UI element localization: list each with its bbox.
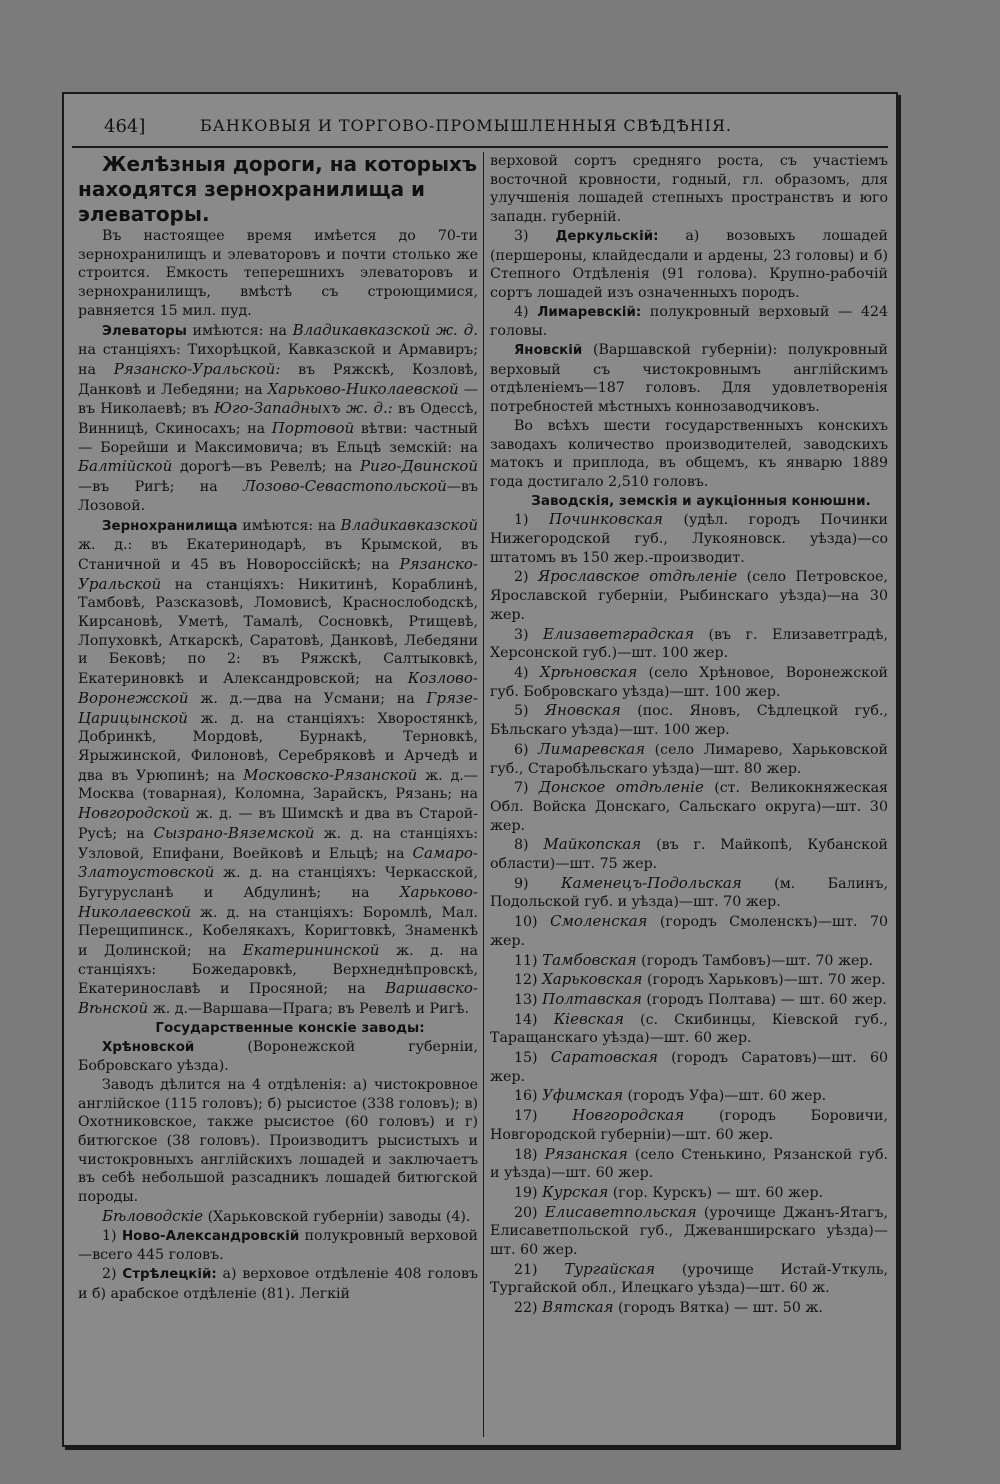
stable-item: 12) Харьковская (городъ Харьковъ)—шт. 70 жер. [514, 970, 886, 989]
stables-list [490, 510, 888, 1318]
header-rule [72, 146, 888, 148]
stable-item: 19) Курская (гор. Курскъ) — шт. 60 жер. [514, 1182, 824, 1201]
summary-paragraph: Во всѣхъ шести государственныхъ конскихъ заводахъ количество производителей, заводскихъ матокъ и приплода, въ общемъ, къ январю 1889 года достигало 2,510 головъ. [490, 417, 888, 490]
khrenovskoi-description: Заводъ дѣлится на 4 отдѣленiя: а) чистокровное англiйское (115 головъ); б) рысистое (338 головъ); в) Охотниковское, также рысистое (60 головъ) и г) битюгское (38 головъ). Производитъ рысистыхъ и чистокровныхъ англiйскихъ лошадей и заключаетъ въ себѣ небольшой разсадникъ лошадей битюгской породы. [78, 1076, 478, 1206]
khrenovskoi-paragraph: Хрѣновской (Воронежской губернiи, Бобровскаго уѣзда). [78, 1038, 478, 1075]
yanovsky-paragraph: Яновскiй (Варшавской губернiи): полукровный верховый съ чистокровнымъ англiйскимъ отдѣленiемъ—187 головъ. Для удовлетворенiя потребностей мѣстныхъ коннозаводчиковъ. [490, 342, 888, 416]
stable-item: 2) Ярославское отдѣленiе (село Петровское, Ярославской губернiи, Рыбинскаго уѣзда)—на 30 жер. [490, 567, 888, 623]
page-header [64, 94, 896, 152]
stable-item: 10) Смоленская (городъ Смоленскъ)—шт. 70 жер. [490, 912, 888, 949]
stable-item: 5) Яновская (пос. Яновъ, Сѣдлецкой губ., Бѣльскаго уѣзда)—шт. 100 жер. [490, 701, 888, 739]
left-column [78, 152, 478, 1303]
stable-item: 9) Каменецъ-Подольская (м. Балинъ, Подольской губ. и уѣзда)—шт. 70 жер. [490, 873, 888, 911]
stables-heading: Заводскiя, земскiя и аукцiонныя конюшни. [531, 492, 871, 509]
stable-item: 14) Кiевская (с. Скибинцы, Кiевской губ., Таращанскаго уѣзда)—шт. 60 жер. [490, 1009, 888, 1047]
right-column [490, 152, 888, 1318]
stable-item: 4) Хрѣновская (село Хрѣновое, Воронежской губ. Бобровскаго уѣзда)—шт. 100 жер. [490, 662, 889, 700]
belovodskie-item-2: 2) Стрѣлецкiй: а) верховое отдѣленiе 408 головъ и б) арабское отдѣленiе (81). Легкiй [78, 1265, 478, 1302]
stable-item: 20) Елисаветпольская (урочище Джанъ-Ятагъ, Елисаветпольской губ., Джеванширскаго уѣзда)—шт. 60 жер. [490, 1202, 888, 1259]
book-page [62, 92, 898, 1447]
belovodskie-paragraph: Бѣловодскiе (Харьковской губернiи) заводы (4). [102, 1206, 471, 1225]
intro-paragraph: Въ настоящее время имѣется до 70-ти зернохранилищъ и элеваторовъ и почти столько же строится. Емкость теперешнихъ элеваторовъ и зернохранилищъ, вмѣстѣ съ строющимися, равняется 15 мил. пуд. [78, 228, 478, 319]
elevators-paragraph: Элеваторы имѣются: на Владикавказской ж. д. на станцiяхъ: Тихорѣцкой, Кавказской и Армавиръ; на Рязанско-Уральской: въ Ряжскѣ, Козловѣ, Данковѣ и Лебедяни; на Харьково-Николаевской — въ Николаевѣ; въ Юго-Западныхъ ж. д.: въ Одессѣ, Винницѣ, Скиносахъ; на Портовой вѣтви: частный — Борейши и Максимовича; въ Ельцѣ земскiй: на Балтiйской дорогѣ—въ Ревелѣ; на Риго-Двинской—въ Ригѣ; на Лозово-Севастопольской—въ Лозовой. [78, 320, 478, 514]
stable-item: 21) Тургайская (урочище Истай-Уткуль, Тургайской обл., Илецкаго уѣзда)—шт. 60 ж. [490, 1259, 888, 1297]
stable-item: 13) Полтавская (городъ Полтава) — шт. 60 жер. [514, 989, 887, 1008]
stable-item: 3) Елизаветградская (въ г. Елизаветградѣ, Херсонской губ.)—шт. 100 жер. [490, 624, 888, 662]
stable-item: 11) Тамбовская (городъ Тамбовъ)—шт. 70 жер. [514, 950, 874, 969]
stable-item: 1) Починковская (удѣл. городъ Починки Нижегородской губ., Лукояновск. уѣзда)—со штатомъ въ 150 жер.-производит. [490, 510, 888, 566]
page-number: 464] [104, 116, 146, 137]
belovodskie-item-3: 3) Деркульскiй: а) возовыхъ лошадей (першероны, клайдесдали и ардены, 23 головы) и б) Степного Отдѣленiя (91 голова). Крупно-рабочiй сортъ лошадей изъ означенныхъ породъ. [490, 227, 888, 301]
belovodskie-item-1: 1) Ново-Александровскiй полукровный верховой—всего 445 головъ. [78, 1227, 478, 1264]
continued-paragraph: верховой сортъ средняго роста, съ участiемъ восточной кровности, годный, гл. образомъ, для улучшенiя лошадей степныхъ пространствъ и юго западн. губернiй. [490, 153, 888, 226]
stable-item: 15) Саратовская (городъ Саратовъ)—шт. 60 жер. [490, 1048, 888, 1085]
stable-item: 22) Вятская (городъ Вятка) — шт. 50 ж. [514, 1298, 823, 1317]
stable-item: 7) Донское отдѣленiе (ст. Великокняжеская Обл. Войска Донскаго, Сальскаго округа)—шт. 30 жер. [490, 778, 889, 834]
running-title: БАНКОВЫЯ И ТОРГОВО-ПРОМЫШЛЕННЫЯ СВѢДѢНIЯ. [200, 116, 732, 135]
column-divider [483, 152, 484, 1437]
granaries-paragraph: Зернохранилища имѣются: на Владикавказской ж. д.: въ Екатеринодарѣ, въ Крымской, въ Станичной и 45 въ Новороссiйскѣ; на Рязанско-Уральской на станцiяхъ: Никитинѣ, Кораблинѣ, Тамбовѣ, Разсказовѣ, Ломовисѣ, Краснослободскѣ, Кирсановѣ, Уметѣ, Тамалѣ, Сосновкѣ, Ртищевѣ, Лопуховкѣ, Аткарскѣ, Саратовѣ, Данковѣ, Лебедяни и Бековѣ; по 2: въ Ряжскѣ, Салтыковкѣ, Екатериновкѣ и Александровской; на Козлово-Воронежской ж. д.—два на Усмани; на Грязе-Царицынской ж. д. на станцiяхъ: Хворостянкѣ, Добринкѣ, Мордовѣ, Бурнакѣ, Терновкѣ, Ярыжинской, Филоновѣ, Серебряковѣ и Арчедѣ и два въ Урюпинѣ; на Московско-Рязанской ж. д.—Москва (товарная), Коломна, Зарайскъ, Рязань; на Новгородской ж. д. — въ Шимскѣ и два въ Старой-Русѣ; на Сызрано-Вяземской ж. д. на станцiяхъ: Узловой, Епифани, Воейковѣ и Ельцѣ; на Самаро-Златоустовской ж. д. на станцiяхъ: Черкасской, Бугурусланѣ и Абдулинѣ; на Харьково-Николаевской ж. д. на станцiяхъ: Боромлѣ, Мал. Перещипинск., Кобелякахъ, Коригтовкѣ, Знаменкѣ и Долинской; на Екатерининской ж. д. на станцiяхъ: Божедаровкѣ, Верхнеднѣпровскѣ, Екатеринославѣ и Просяной; на Варшавско-Вѣнской ж. д.—Варшава—Прага; въ Ревелѣ и Ригѣ. [78, 515, 479, 1018]
section-title: Желѣзныя дороги, на которыхъ находятся зернохранилища и элеваторы. [78, 152, 477, 226]
state-studs-heading: Государственные конскiе заводы: [155, 1019, 425, 1036]
stable-item: 17) Новгородская (городъ Боровичи, Новгородской губернiи)—шт. 60 жер. [490, 1106, 888, 1143]
stable-item: 6) Лимаревская (село Лимарево, Харьковской губ., Старобѣльскаго уѣзда)—шт. 80 жер. [490, 739, 888, 777]
stable-item: 18) Рязанская (село Стенькино, Рязанской губ. и уѣзда)—шт. 60 жер. [490, 1144, 889, 1182]
stable-item: 16) Уфимская (городъ Уфа)—шт. 60 жер. [514, 1086, 827, 1105]
belovodskie-item-4: 4) Лимаревскiй: полукровный верховый — 424 головы. [490, 303, 888, 340]
stable-item: 8) Майкопская (въ г. Майкопѣ, Кубанской области)—шт. 75 жер. [490, 835, 888, 873]
